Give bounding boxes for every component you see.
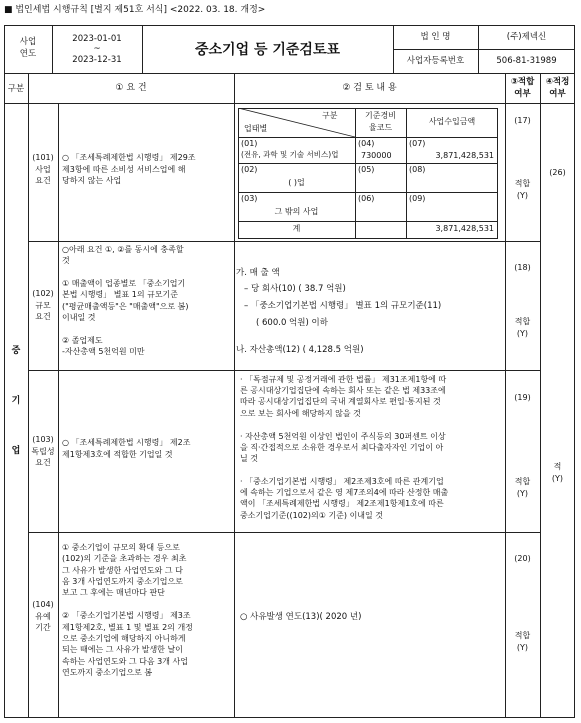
row-102-fit-value: 적합 (Y) xyxy=(514,317,531,338)
corp-name-label: 법 인 명 xyxy=(420,32,451,42)
row-103-fit-number: (19) xyxy=(514,393,531,402)
header-review: ② 검 토 내 용 xyxy=(342,83,397,93)
inner-total-label: 계 xyxy=(292,224,301,233)
row-104-fit-number: (20) xyxy=(514,554,531,563)
inner-r3-code-no: (06) xyxy=(358,194,375,203)
review103-shareholder-condition: · 자산총액 5천억원 이상인 법인이 주식등의 30퍼센트 이상 을 직·간접적으로 소유한 경우로서 최다출자자인 기업이 아 닐 것 xyxy=(240,432,446,464)
suitable-value: 적 (Y) xyxy=(551,462,564,483)
header-fit: ③적합 여부 xyxy=(510,77,535,100)
review103-group-condition: · 「독점규제 및 공정거래에 관한 법률」 제31조제1항에 따 른 공시대상기업집단에 속하는 회사 또는 같은 법 제33조에 따라 공시대상기업집단의 국내 계열회사로 편입·통지된 것 으로 보는 회사에 해당하지 않을 것 xyxy=(240,375,447,418)
category-char-3: 업 xyxy=(11,446,21,456)
row-101-fit-value: 적합 (Y) xyxy=(514,179,531,200)
review104-event-year: ○ 사유발생 연도(13)( 2020 년) xyxy=(240,612,362,622)
period-separator: ~ xyxy=(93,44,101,54)
inner-r2-name: ( )업 xyxy=(288,178,305,187)
header-requirement: ① 요 건 xyxy=(115,83,147,93)
inner-r3-rev-no: (09) xyxy=(409,194,426,203)
row-101-fit-number: (17) xyxy=(514,116,531,125)
inner-col-revenue: 사업수입금액 xyxy=(428,117,476,126)
row-102-requirement: ○아래 요건 ①, ②를 동시에 충족할 것 ① 매출액이 업종별로 「중소기업기 본법 시행령」 별표 1의 규모기준 ("평균매출액등"은 "매출액"으로 봄) 이내일 것 ② 졸업제도 -자산총액 5천억원 미만 xyxy=(62,245,189,357)
row-103-fit-value: 적합 (Y) xyxy=(514,477,531,498)
inner-r2-rev-no: (08) xyxy=(409,165,426,174)
inner-r1-name: (전유, 과학 및 기술 서비스)업 xyxy=(241,150,339,159)
form-header: ■ 법인세법 시행규칙 [별지 제51호 서식] <2022. 03. 18. 개정> xyxy=(4,5,266,15)
period-to: 2023-12-31 xyxy=(72,55,122,65)
corp-name: (주)제넥신 xyxy=(506,32,547,42)
review102-scale-standard: – 「중소기업기본법 시행령」 별표 1의 규모기준(11) xyxy=(244,301,442,311)
inner-total-revenue: 3,871,428,531 xyxy=(435,224,494,233)
inner-r1-code-no: (04) xyxy=(358,139,375,148)
form-title: 중소기업 등 기준검토표 xyxy=(195,42,340,58)
row-104-fit-value: 적합 (Y) xyxy=(514,631,531,652)
header-category: 구분 xyxy=(7,84,25,94)
row-104-code: (104) 유예 기간 xyxy=(32,600,54,633)
period-from: 2023-01-01 xyxy=(72,34,122,44)
inner-r2-code-no: (05) xyxy=(358,165,375,174)
inner-r1-code: 730000 xyxy=(361,151,392,160)
row-103-requirement: ○ 「조세특례제한법 시행령」 제2조 제1항제3호에 적합한 기업일 것 xyxy=(62,438,191,459)
biz-no-label: 사업자등록번호 xyxy=(406,56,465,66)
inner-diag-top: 구분 xyxy=(322,111,338,120)
row-101-code: (101) 사업 요건 xyxy=(32,153,54,186)
inner-r1-no: (01) xyxy=(241,139,258,148)
review102-total-assets: 나. 자산총액(12) ( 4,128.5 억원) xyxy=(236,345,364,355)
category-char-2: 기 xyxy=(11,396,21,406)
suitable-number: (26) xyxy=(549,168,566,177)
inner-r3-no: (03) xyxy=(241,194,258,203)
review102-sales-title: 가. 매 출 액 xyxy=(236,268,280,278)
inner-diag-bottom: 업태별 xyxy=(244,124,268,133)
review102-scale-limit: ( 600.0 억원) 이하 xyxy=(256,318,328,328)
period-label: 사업 연도 xyxy=(19,37,37,60)
inner-r1-revenue: 3,871,428,531 xyxy=(435,151,494,160)
inner-col-code: 기준경비 율코드 xyxy=(365,111,396,132)
header-suitable: ④적정 여부 xyxy=(545,77,570,100)
review102-company-sales: – 당 회사(10) ( 38.7 억원) xyxy=(244,284,346,294)
inner-r2-no: (02) xyxy=(241,165,258,174)
inner-r3-name: 그 밖의 사업 xyxy=(274,207,319,216)
category-char-1: 중 xyxy=(11,346,21,356)
row-102-code: (102) 규모 요건 xyxy=(32,289,54,322)
row-101-requirement: ○ 「조세특례제한법 시행령」 제29조 제3항에 따른 소비성 서비스업에 해 당하지 않는 사업 xyxy=(62,153,196,186)
inner-r1-rev-no: (07) xyxy=(409,139,426,148)
biz-no: 506-81-31989 xyxy=(496,56,557,66)
row-103-code: (103) 독립성 요건 xyxy=(31,435,55,468)
row-104-requirement: ① 중소기업이 규모의 확대 등으로 (102)의 기준을 초과하는 경우 최초 그 사유가 발생한 사업연도와 그 다 음 3개 사업연도까지 중소기업으로 보고 그 후에는 매년마다 판단 ② 「중소기업기본법 시행령」 제3조 제1항제2호, 별표 1 및 별표 2의 개정 으로 중소기업에 해당하지 아니하게 되는 때에는 그 사유가 발생한 날이 속하는 사업연도와 그 다음 3개 사업 연도까지 중소기업으로 봄 xyxy=(62,543,193,677)
row-102-fit-number: (18) xyxy=(514,263,531,272)
review103-affiliate-condition: · 「중소기업기본법 시행령」 제2조제3호에 따른 관계기업 에 속하는 기업으로서 같은 영 제7조의4에 따라 산정한 매출 액이 「조세특례제한법 시행령」 제2조제1항제1호에 따른 중소기업기준((102)의① 기준) 이내일 것 xyxy=(240,477,449,520)
